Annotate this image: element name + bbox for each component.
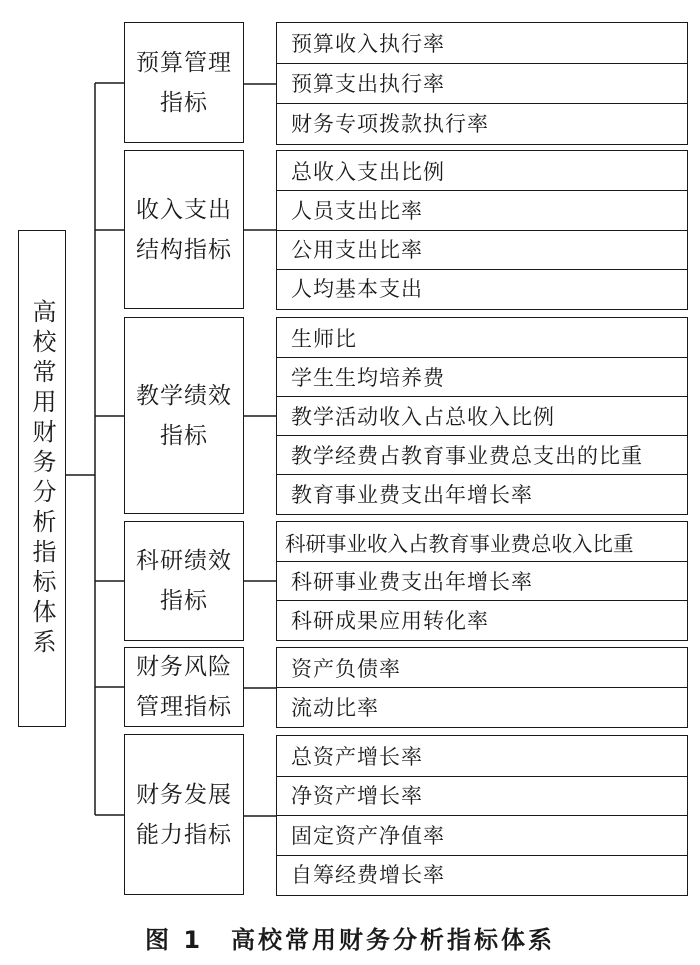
row-divider — [277, 687, 687, 688]
indicator-group-research-performance — [276, 521, 688, 641]
indicator-group-financial-risk — [276, 647, 688, 728]
row-divider — [277, 815, 687, 816]
row-divider — [277, 855, 687, 856]
indicator-item: 教育事业费支出年增长率 — [291, 482, 533, 507]
category-income-expenditure-structure — [124, 150, 244, 309]
indicator-item: 财务专项拨款执行率 — [291, 112, 489, 136]
indicator-item: 预算支出执行率 — [291, 72, 445, 96]
indicator-item: 教学经费占教育事业费总支出的比重 — [291, 443, 643, 468]
indicator-item: 资产负债率 — [291, 656, 401, 681]
category-teaching-performance — [124, 317, 244, 514]
category-label-line2: 能力指标 — [136, 821, 232, 848]
row-divider — [277, 357, 687, 358]
indicator-item: 总收入支出比例 — [291, 159, 445, 184]
category-financial-risk — [124, 647, 244, 727]
category-label-line2: 指标 — [160, 588, 208, 614]
row-divider — [277, 561, 687, 562]
indicator-group-budget-management — [276, 22, 688, 145]
row-divider — [277, 396, 687, 397]
category-label-line1: 预算管理 — [136, 49, 232, 76]
category-label-line2: 管理指标 — [136, 694, 232, 720]
indicator-item: 总资产增长率 — [291, 744, 423, 769]
category-financial-development — [124, 734, 244, 895]
figure-number: 图 1 — [144, 926, 204, 954]
root-node — [18, 230, 66, 727]
category-budget-management — [124, 22, 244, 143]
row-divider — [277, 63, 687, 64]
row-divider — [277, 190, 687, 191]
category-label-line2: 结构指标 — [136, 236, 232, 263]
row-divider — [277, 103, 687, 104]
indicator-item: 流动比率 — [291, 695, 379, 720]
indicator-item: 人均基本支出 — [291, 277, 423, 302]
indicator-item: 学生生均培养费 — [291, 365, 445, 390]
root-label: 高校常用财务分析指标体系 — [28, 298, 56, 659]
indicator-item: 科研事业费支出年增长率 — [291, 569, 533, 594]
indicator-group-teaching-performance — [276, 317, 688, 515]
category-label-line1: 教学绩效 — [136, 382, 232, 409]
indicator-item: 科研成果应用转化率 — [291, 608, 489, 633]
category-label-line1: 财务风险 — [136, 654, 232, 680]
category-research-performance — [124, 521, 244, 641]
indicator-item: 生师比 — [291, 326, 357, 351]
indicator-item: 固定资产净值率 — [291, 823, 445, 848]
figure-caption — [0, 920, 700, 955]
indicator-item: 人员支出比率 — [291, 198, 423, 223]
indicator-item: 自筹经费增长率 — [291, 863, 445, 888]
indicator-item: 预算收入执行率 — [291, 32, 445, 56]
category-label-line1: 财务发展 — [136, 781, 232, 808]
indicator-item: 公用支出比率 — [291, 238, 423, 263]
row-divider — [277, 776, 687, 777]
category-label-line2: 指标 — [160, 89, 208, 116]
indicator-item: 科研事业收入占教育事业费总收入比重 — [285, 531, 634, 556]
indicator-group-financial-development — [276, 735, 688, 896]
row-divider — [277, 474, 687, 475]
indicator-item: 教学活动收入占总收入比例 — [291, 404, 555, 429]
category-label-line2: 指标 — [160, 422, 208, 449]
figure-title: 高校常用财务分析指标体系 — [231, 926, 556, 954]
row-divider — [277, 600, 687, 601]
category-label-line1: 科研绩效 — [136, 548, 232, 574]
indicator-item: 净资产增长率 — [291, 784, 423, 809]
row-divider — [277, 230, 687, 231]
row-divider — [277, 269, 687, 270]
category-label-line1: 收入支出 — [136, 196, 232, 223]
indicator-group-income-expenditure-structure — [276, 150, 688, 310]
row-divider — [277, 435, 687, 436]
